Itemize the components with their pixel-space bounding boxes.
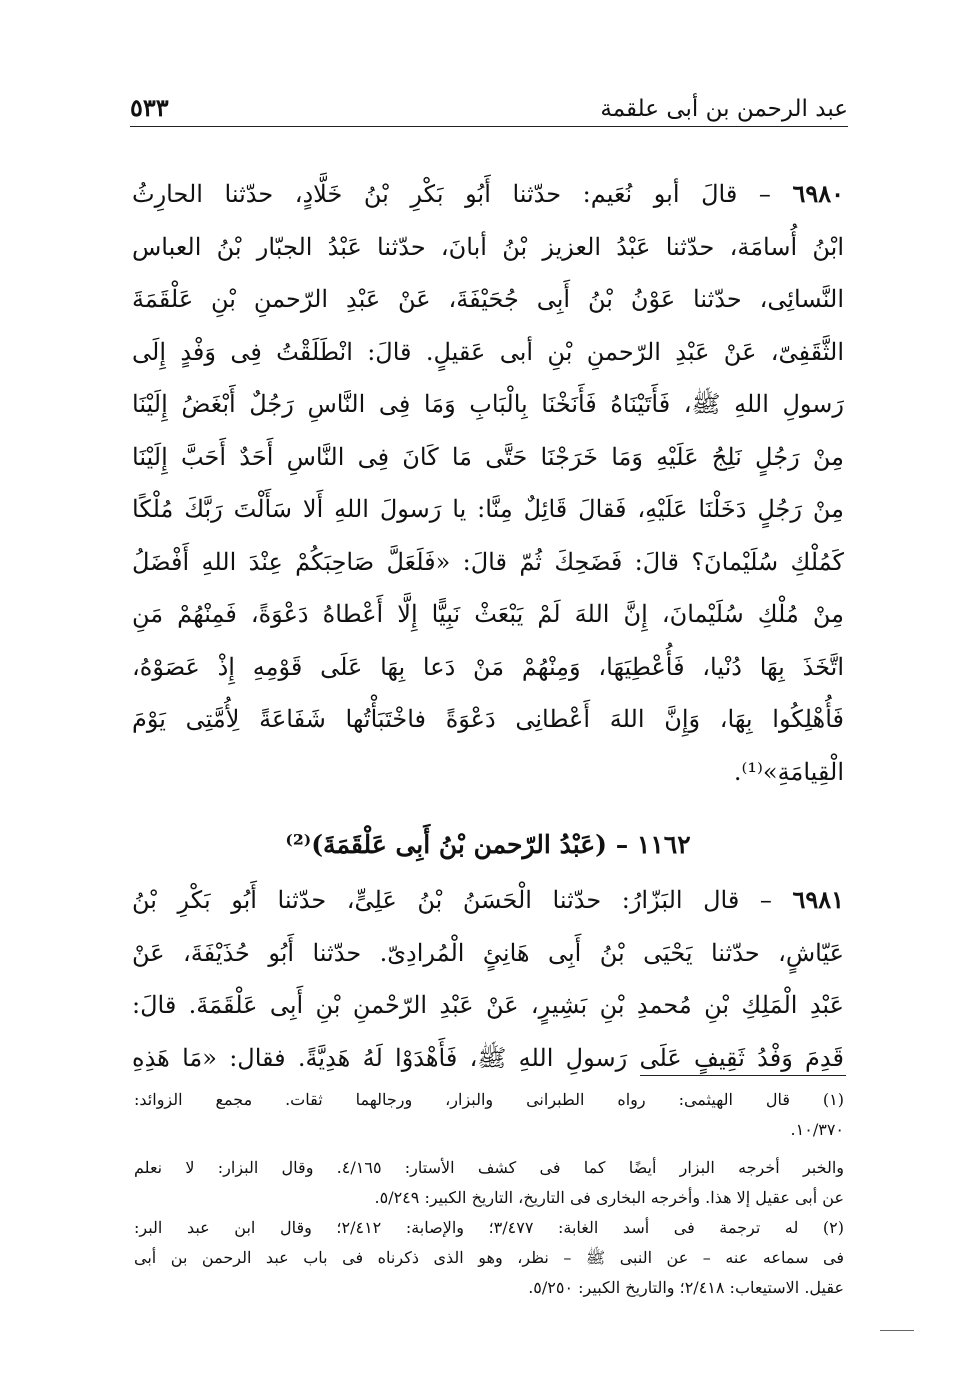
hadith-number: ٦٩٨٠ (792, 179, 844, 208)
footnote-line: ١٠/٣٧٠. (790, 1120, 844, 1139)
hadith-line: ٦٩٨٠ – قالَ أبو نُعَيم: حدّثنا أَبُو بَكْرِ بْنُ خَلَّادٍ، حدّثنا الحارِثُ (132, 179, 844, 208)
hadith-line: اتَّخَذَ بِهَا دُنْيا، فَأُعْطِيَهَا، وَمِنْهُمْ مَنْ دَعا بِهَا عَلَى قَوْمِهِ إِذْ عَصَوْهُ، (132, 652, 844, 681)
header-rule (130, 126, 848, 127)
hadith-line: الْقِيامَةِ»⁽¹⁾. (733, 757, 844, 786)
footnote-line: عقيل. الاستيعاب: ٢/٤١٨؛ والتاريخ الكبير: ٥/٢٥٠. (528, 1278, 844, 1297)
hadith-line: كَمُلْكِ سُلَيْمانَ؟ قالَ: فَضَحِكَ ثُمّ قالَ: «فَلَعَلَّ صَاحِبَكُمْ عِنْدَ اللهِ أَفْضَلُ (132, 547, 844, 576)
hadith-line: مِنْ مُلْكِ سُلَيْمانَ، إِنَّ اللهَ لَمْ يَبْعَثْ نَبِيًّا إِلَّا أَعْطاهُ دَعْوَةً، فَمِنْهُمْ مَنِ (132, 600, 844, 628)
section-number: ١١٦٢ (636, 830, 691, 859)
hadith-line: فَأُهْلِكُوا بِهَا، وَإِنَّ اللهَ أَعْطانِى دَعْوَةً فاخْتَبَأْتُها شَفَاعَةً لِأُمَّتِى يَوْمَ (132, 705, 844, 733)
main-text (132, 168, 844, 1084)
page-number: ٥٣٣ (130, 93, 169, 122)
scan-mark (880, 1330, 914, 1331)
hadith-line: رَسولِ اللهِ ﷺ، فَأَتَيْنَاهُ فَأَنَخْنَا بِالْبَابِ وَمَا فِى النَّاسِ رَجُلٌ أَبْغَضُ إِلَيْنَا (132, 390, 844, 418)
footnote-rule (640, 1075, 846, 1076)
footnote-line: فى سماعه عنه – عن النبى ﷺ – نظر، وهو الذى ذكرناه فى باب عبد الرحمن بن أبى (134, 1248, 844, 1267)
hadith-line: ٦٩٨١ – قال البَزّارُ: حدّثنا الْحَسَنُ بْنُ عَلِىٍّ، حدّثنا أَبُو بَكْرِ بْنُ (132, 885, 844, 914)
footnote-line: (٢) له ترجمة فى أسد الغابة: ٣/٤٧٧؛ والإصابة: ٢/٤١٢؛ وقال ابن عبد البر: (134, 1218, 844, 1237)
running-header (130, 78, 848, 122)
footnote-line: عن أبى عقيل إلا هذا. وأخرجه البخارى فى التاريخ، التاريخ الكبير: ٥/٢٤٩. (374, 1188, 844, 1207)
hadith-number: ٦٩٨١ (792, 885, 844, 914)
hadith-line: ابْنُ أُسامَة، حدّثنا عَبْدُ العزيز بْنُ أبانَ، حدّثنا عَبْدُ الجبّار بْنُ العباس (132, 232, 844, 261)
hadith-line: عَبْدِ الْمَلِكِ بْنِ مُحمدِ بْنِ بَشِيرٍ، عَنْ عَبْدِ الرّحْمنِ بْنِ أَبِى عَلْقَمَةَ. قالَ: (132, 991, 844, 1019)
hadith-line: مِنْ رَجُلٍ دَخَلْنَا عَلَيْهِ، فَقالَ قَائِلٌ مِنَّا: يا رَسولَ اللهِ أَلا سَأَلْتَ رَبَّكَ مُلْكًا (132, 495, 844, 523)
footnote-line: والخبر أخرجه البزار أيضًا كما فى كشف الأستار: ٤/١٦٥. وقال البزار: لا نعلم (134, 1158, 844, 1177)
hadith-text: قالَ أبو نُعَيم: حدّثنا أَبُو بَكْرِ بْنُ خَلَّادٍ، حدّثنا الحارِثُ (132, 180, 738, 208)
hadith-line: مِنْ رَجُلٍ نَلِجُ عَلَيْهِ وَمَا خَرَجْنَا حَتَّى مَا كَانَ فِى النَّاسِ أَحَدٌ أَحَبَّ إِلَيْنَا (132, 442, 844, 471)
hadith-line: عَيّاشٍ، حدّثنا يَحْيَى بْنُ أَبِى هَانِئٍ الْمُرادِىّ. حدّثنا أَبُو حُذَيْفَةَ، عَنْ (132, 938, 844, 967)
footnote-line: (١) قال الهيثمى: رواه الطبرانى والبزار، ورجالهما ثقات. مجمع الزوائد: (134, 1090, 844, 1109)
header-title: عبد الرحمن بن أبى علقمة (600, 96, 848, 122)
section-heading: ١١٦٢ – (عَبْدُ الرّحمن بْنُ أَبِى عَلْقَمَةَ)⁽²⁾ (285, 830, 691, 859)
hadith-line: النَّسائِى، حدّثنا عَوْنُ بْنُ أَبِى جُحَيْفَةَ، عَنْ عَبْدِ الرّحمنِ بْنِ عَلْقَمَةَ (132, 285, 844, 313)
hadith-line: قَدِمَ وَفْدُ ثَقِيفٍ عَلَى رَسولِ اللهِ ﷺ، فَأَهْدَوْا لَهُ هَدِيَّةً. فقال: «مَا هَذِهِ (132, 1043, 844, 1072)
footnotes (134, 1085, 844, 1303)
section-title: (عَبْدُ الرّحمن بْنُ أَبِى عَلْقَمَةَ)⁽²⁾ (285, 830, 607, 859)
hadith-text: قال البَزّارُ: حدّثنا الْحَسَنُ بْنُ عَلِىٍّ، حدّثنا أَبُو بَكْرِ بْنُ (132, 886, 740, 914)
hadith-line: الثَّقَفِىّ، عَنْ عَبْدِ الرّحمنِ بْنِ أبى عَقيلٍ. قالَ: انْطَلَقْتُ فِى وَفْدٍ إِلَى (132, 337, 844, 366)
